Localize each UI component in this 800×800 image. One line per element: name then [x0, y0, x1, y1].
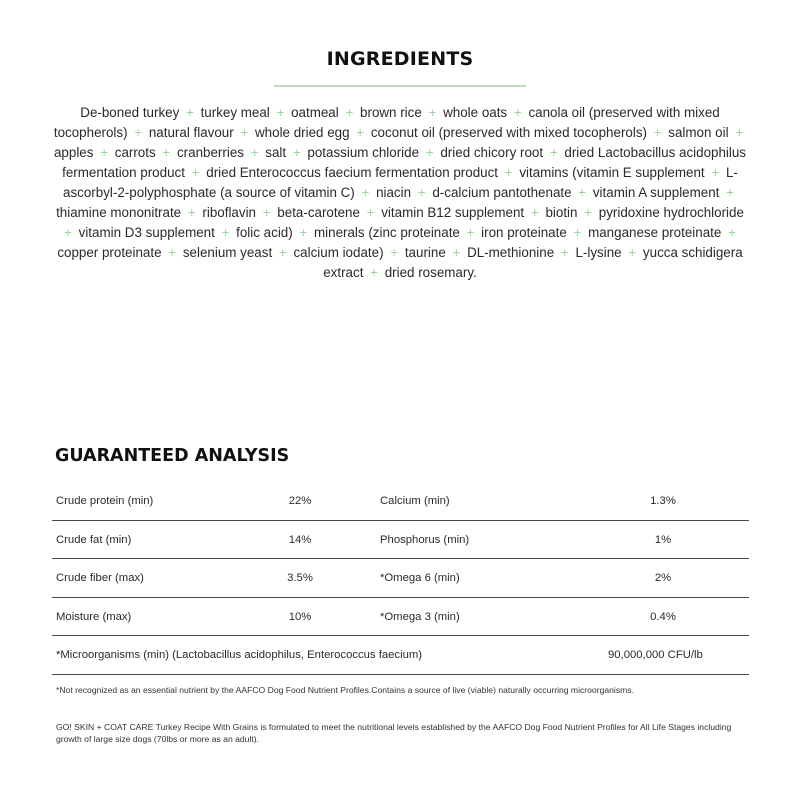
ingredient-item: potassium chloride: [307, 145, 420, 160]
nutrient-label: Crude protein (min): [56, 495, 154, 507]
plus-separator-icon: +: [573, 225, 582, 240]
ingredient-item: vitamin A supplement: [592, 185, 720, 200]
nutrient-value: 22%: [288, 495, 312, 507]
ingredient-item: vitamins (vitamin E supplement: [519, 165, 705, 180]
ingredient-item: manganese proteinate: [588, 225, 722, 240]
ingredient-item: natural flavour: [148, 125, 234, 140]
plus-separator-icon: +: [452, 245, 461, 260]
nutrient-label: Crude fat (min): [56, 533, 132, 546]
plus-separator-icon: +: [466, 225, 475, 240]
microorganisms-value: 90,000,000 CFU/lb: [608, 649, 703, 661]
ingredient-item: vitamin D3 supplement: [78, 225, 215, 240]
plus-separator-icon: +: [370, 265, 378, 280]
plus-separator-icon: +: [711, 165, 720, 180]
ingredient-item: L-lysine: [575, 245, 622, 260]
plus-separator-icon: +: [240, 125, 249, 140]
table-row: [52, 521, 749, 560]
ingredient-item: L-ascorbyl-2-polyphosphate (a source of vitamin C): [63, 165, 738, 200]
nutrient-label: *Omega 3 (min): [380, 610, 460, 623]
nutrient-value: 0.4%: [650, 610, 676, 623]
nutrient-label: *Omega 6 (min): [380, 572, 460, 584]
ingredient-item: thiamine mononitrate: [56, 205, 182, 220]
table-row: [52, 559, 749, 598]
plus-separator-icon: +: [134, 125, 143, 140]
ingredient-item: copper proteinate: [57, 245, 162, 260]
ingredient-item: yucca schidigera extract: [323, 245, 743, 280]
ingredient-item: De-boned turkey: [80, 105, 180, 120]
plus-separator-icon: +: [250, 145, 259, 160]
plus-separator-icon: +: [278, 245, 287, 260]
plus-separator-icon: +: [162, 145, 171, 160]
ingredient-item: taurine: [404, 245, 446, 260]
plus-separator-icon: +: [292, 145, 301, 160]
ingredient-item: dried Enterococcus faecium fermentation product: [206, 165, 499, 180]
nutrient-value: 2%: [654, 572, 672, 584]
nutrient-value: 3.5%: [287, 572, 313, 584]
plus-separator-icon: +: [735, 125, 744, 140]
plus-separator-icon: +: [578, 185, 587, 200]
plus-separator-icon: +: [428, 105, 437, 120]
plus-separator-icon: +: [366, 205, 375, 220]
aafco-statement: GO! SKIN + COAT CARE Turkey Recipe With Grains is formulated to meet the nutritional levels established by the AAFCO Dog Food Nutrient Profiles for All Life Stages including growth of large size dogs (70lbs or more as an adult).: [56, 722, 732, 744]
plus-separator-icon: +: [628, 245, 637, 260]
plus-separator-icon: +: [728, 225, 736, 240]
ingredient-item: salt: [265, 145, 287, 160]
plus-separator-icon: +: [425, 145, 434, 160]
plus-separator-icon: +: [356, 125, 365, 140]
ingredient-item: niacin: [376, 185, 412, 200]
plus-separator-icon: +: [417, 185, 426, 200]
ingredient-item: whole oats: [443, 105, 508, 120]
ingredient-item: pyridoxine hydrochloride: [598, 205, 744, 220]
plus-separator-icon: +: [530, 205, 539, 220]
ingredient-item: apples: [53, 145, 94, 160]
plus-separator-icon: +: [653, 125, 662, 140]
nutrient-label: Crude fiber (max): [56, 572, 144, 584]
table-row: [52, 598, 749, 637]
footnote: *Not recognized as an essential nutrient by the AAFCO Dog Food Nutrient Profiles.Contains a source of live (viable) naturally occurring microorganisms.: [56, 685, 634, 695]
plus-separator-icon: +: [549, 145, 558, 160]
ingredient-item: salmon oil: [668, 125, 729, 140]
plus-separator-icon: +: [390, 245, 399, 260]
ingredient-item: dried chicory root: [440, 145, 544, 160]
ingredient-list: [52, 103, 748, 283]
nutrient-value: 14%: [288, 533, 312, 546]
nutrient-label: Moisture (max): [56, 610, 132, 623]
ingredient-item: dried rosemary.: [384, 265, 477, 280]
ingredient-item: vitamin B12 supplement: [381, 205, 525, 220]
plus-separator-icon: +: [100, 145, 109, 160]
plus-separator-icon: +: [361, 185, 370, 200]
ingredient-item: dried Lactobacillus acidophilus fermentation product: [62, 145, 747, 180]
ingredient-item: DL-methionine: [467, 245, 555, 260]
microorganisms-label: *Microorganisms (min) (Lactobacillus acidophilus, Enterococcus faecium): [56, 649, 423, 661]
analysis-table: [52, 482, 749, 675]
table-row: [52, 482, 749, 521]
nutrient-label: Phosphorus (min): [380, 533, 470, 546]
ingredient-item: calcium iodate): [293, 245, 384, 260]
plus-separator-icon: +: [64, 225, 72, 240]
ingredient-item: carrots: [114, 145, 156, 160]
ingredients-title-rule: [274, 85, 526, 87]
ingredient-item: riboflavin: [202, 205, 256, 220]
ingredient-item: cranberries: [176, 145, 244, 160]
ingredient-item: oatmeal: [291, 105, 339, 120]
ingredient-item: minerals (zinc proteinate: [314, 225, 460, 240]
nutrient-value: 1.3%: [650, 495, 676, 507]
plus-separator-icon: +: [504, 165, 513, 180]
ingredient-item: coconut oil (preserved with mixed tocopherols): [370, 125, 647, 140]
nutrient-label: Calcium (min): [380, 495, 450, 507]
ingredient-item: d-calcium pantothenate: [432, 185, 572, 200]
ingredient-item: biotin: [545, 205, 578, 220]
plus-separator-icon: +: [584, 205, 593, 220]
ingredient-item: beta-carotene: [277, 205, 360, 220]
plus-separator-icon: +: [513, 105, 522, 120]
plus-separator-icon: +: [262, 205, 271, 220]
ingredient-item: selenium yeast: [182, 245, 273, 260]
plus-separator-icon: +: [726, 185, 734, 200]
nutrient-value: 10%: [288, 610, 312, 623]
guaranteed-analysis-title: GUARANTEED ANALYSIS: [55, 446, 290, 466]
table-row-microorganisms: [52, 636, 749, 675]
plus-separator-icon: +: [299, 225, 308, 240]
plus-separator-icon: +: [276, 105, 285, 120]
ingredient-item: canola oil (preserved with mixed tocopherols): [53, 105, 720, 140]
plus-separator-icon: +: [560, 245, 569, 260]
plus-separator-icon: +: [191, 165, 200, 180]
ingredient-item: turkey meal: [200, 105, 270, 120]
plus-separator-icon: +: [221, 225, 230, 240]
ingredient-item: whole dried egg: [255, 125, 350, 140]
plus-separator-icon: +: [187, 205, 196, 220]
ingredient-item: folic acid): [236, 225, 293, 240]
nutrient-value: 1%: [654, 533, 672, 546]
ingredient-item: iron proteinate: [481, 225, 567, 240]
ingredients-title: INGREDIENTS: [326, 48, 474, 70]
ingredient-item: brown rice: [360, 105, 422, 120]
plus-separator-icon: +: [186, 105, 194, 120]
plus-separator-icon: +: [168, 245, 177, 260]
plus-separator-icon: +: [345, 105, 354, 120]
